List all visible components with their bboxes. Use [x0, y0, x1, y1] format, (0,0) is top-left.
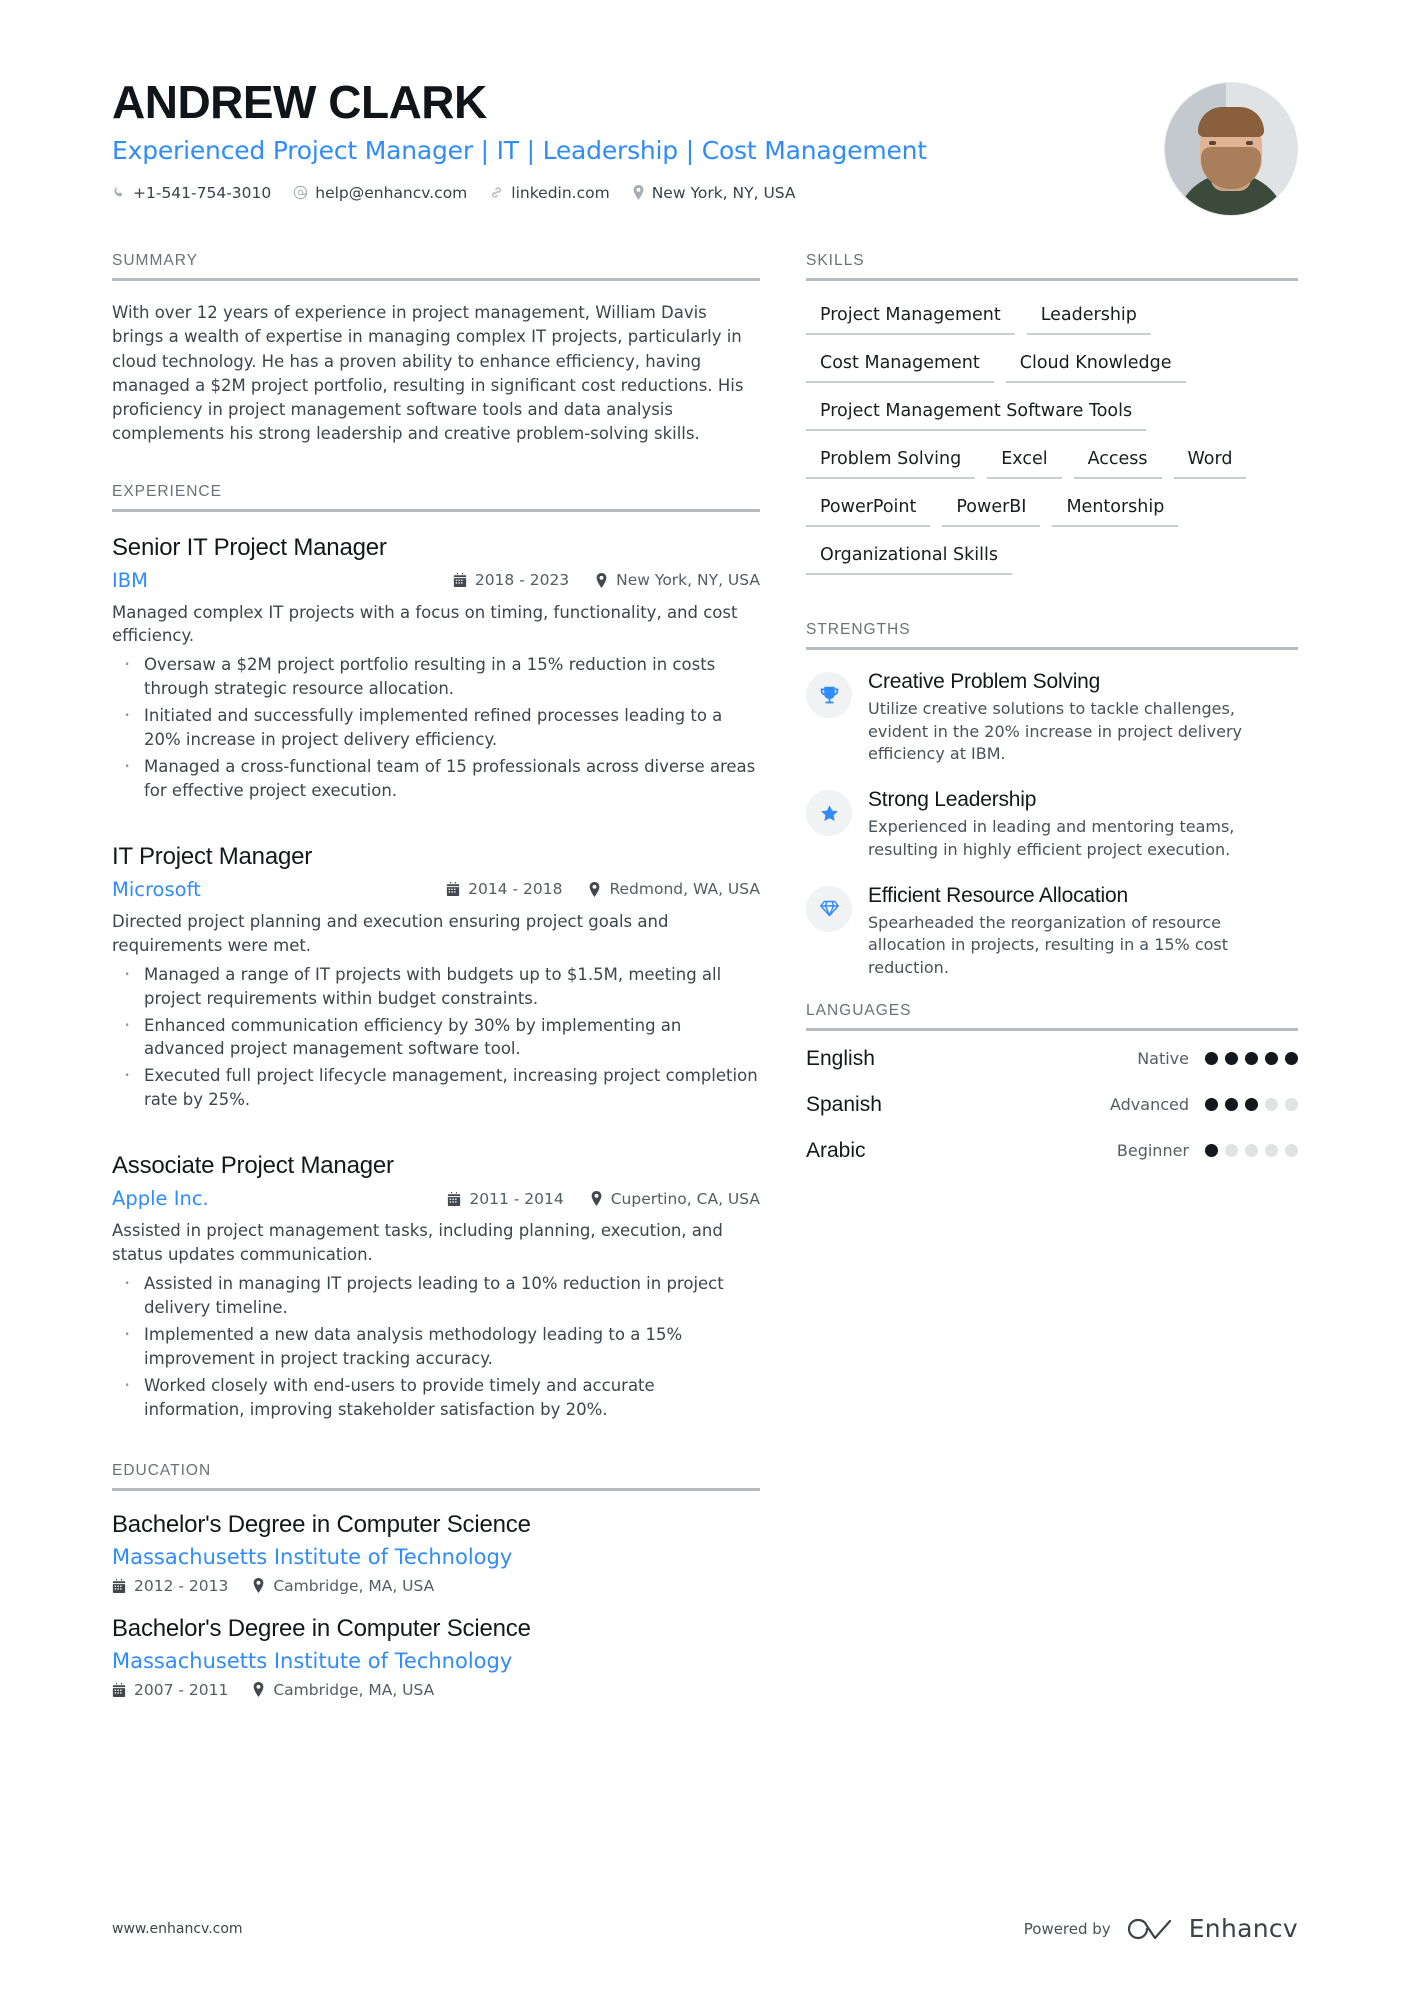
- section-education: [112, 1462, 760, 1699]
- experience-company[interactable]: IBM: [112, 568, 148, 592]
- experience-bullets: [112, 963, 760, 1113]
- trophy-icon: [819, 685, 840, 706]
- education-meta-row: [112, 1681, 760, 1699]
- strengths-heading: STRENGTHS: [806, 621, 911, 638]
- powered-by-label: Powered by: [1023, 1919, 1111, 1938]
- education-entry: [112, 1615, 760, 1699]
- language-right: [1110, 1095, 1298, 1114]
- language-dot: [1265, 1052, 1278, 1065]
- strength-title: Efficient Resource Allocation: [868, 883, 1128, 907]
- section-divider: [112, 278, 760, 281]
- experience-bullet: · Managed a cross-functional team of 15 professionals across diverse areas for effective project execution.: [112, 755, 760, 803]
- footer-url[interactable]: www.enhancv.com: [112, 1920, 243, 1937]
- experience-description: Assisted in project management tasks, including planning, execution, and status updates communication.: [112, 1221, 723, 1265]
- spacer: [112, 803, 760, 821]
- language-level: Advanced: [1109, 1095, 1189, 1115]
- strengths-list: [806, 670, 1298, 980]
- language-dot: [1285, 1052, 1298, 1065]
- contact-row: [112, 184, 1138, 202]
- strength-item: [806, 884, 1298, 980]
- language-level: Beginner: [1116, 1141, 1189, 1161]
- section-strengths: [806, 621, 1298, 980]
- language-dots: [1205, 1098, 1298, 1111]
- strength-title: Strong Leadership: [868, 788, 1037, 812]
- education-degree: Bachelor's Degree in Computer Science: [112, 1614, 531, 1642]
- skill-chip[interactable]: Mentorship: [1052, 491, 1178, 527]
- skill-chip[interactable]: Access: [1074, 443, 1162, 479]
- calendar-icon: [453, 573, 467, 587]
- experience-entry: [112, 534, 760, 803]
- skills-heading: SKILLS: [806, 252, 865, 269]
- contact-item-label: +1-541-754-3010: [133, 183, 272, 202]
- education-degree: Bachelor's Degree in Computer Science: [112, 1510, 531, 1538]
- language-right: [1117, 1141, 1298, 1160]
- experience-meta-right: [446, 880, 760, 898]
- section-experience: [112, 483, 760, 1422]
- star-icon: [819, 803, 840, 824]
- skill-chip[interactable]: Problem Solving: [806, 443, 975, 479]
- page-footer: [112, 1914, 1298, 1943]
- summary-heading: SUMMARY: [112, 252, 198, 269]
- skill-chip[interactable]: Leadership: [1027, 299, 1151, 335]
- header-text-block: [112, 78, 1138, 202]
- email-icon: [293, 185, 308, 200]
- experience-meta-row: [112, 569, 760, 592]
- experience-bullet: · Executed full project lifecycle management, increasing project completion rate by 25%.: [112, 1064, 760, 1112]
- avatar-eye-left: [1209, 141, 1216, 145]
- section-divider: [806, 278, 1298, 281]
- strength-body: [868, 884, 1298, 980]
- contact-item-3[interactable]: [489, 184, 609, 202]
- experience-location: [588, 880, 760, 898]
- language-dot: [1205, 1052, 1218, 1065]
- experience-dates-label: 2014 - 2018: [468, 880, 563, 899]
- strength-description: Spearheaded the reorganization of resource allocation in projects, resulting in a 15% cost reduction.: [868, 912, 1229, 978]
- experience-dates: [446, 880, 562, 898]
- experience-role: Associate Project Manager: [112, 1152, 394, 1180]
- skill-chip[interactable]: Organizational Skills: [806, 539, 1012, 575]
- contact-item-4[interactable]: [632, 184, 796, 202]
- avatar-hair: [1198, 107, 1264, 137]
- summary-text: With over 12 years of experience in project management, William Davis brings a wealth of expertise in managing complex IT projects, particularly in cloud technology. He has a proven ability to enhance efficiency, having managed a $2M project portfolio, resulting in significant cost reductions. His proficiency in project management software tools and data analysis complements his strong leadership and creative problem-solving skills.: [112, 303, 744, 444]
- language-dot: [1205, 1098, 1218, 1111]
- experience-location-label: Redmond, WA, USA: [609, 880, 760, 899]
- skills-list: [806, 299, 1298, 587]
- strength-body: [868, 788, 1298, 861]
- experience-description: Directed project planning and execution ensuring project goals and requirements were met.: [112, 911, 669, 955]
- education-location-label: Cambridge, MA, USA: [273, 1576, 435, 1595]
- experience-company[interactable]: Microsoft: [112, 877, 201, 901]
- language-level: Native: [1137, 1049, 1189, 1069]
- experience-bullets: [112, 1272, 760, 1422]
- education-list: [112, 1511, 760, 1699]
- calendar-icon: [112, 1683, 126, 1697]
- education-heading: EDUCATION: [112, 1461, 212, 1479]
- contact-item-label: New York, NY, USA: [651, 183, 796, 202]
- education-entry: [112, 1511, 760, 1595]
- contact-item-label: help@enhancv.com: [315, 183, 468, 202]
- calendar-icon: [112, 1579, 126, 1593]
- experience-location-label: New York, NY, USA: [616, 571, 760, 589]
- link-icon: [489, 185, 504, 200]
- language-name: English: [806, 1046, 875, 1070]
- experience-description: Managed complex IT projects with a focus on timing, functionality, and cost efficiency.: [112, 602, 738, 646]
- enhancv-logo-icon: [1127, 1915, 1179, 1943]
- language-name: Spanish: [806, 1092, 882, 1116]
- skill-chip[interactable]: Cost Management: [806, 347, 994, 383]
- skill-chip[interactable]: Project Management: [806, 299, 1015, 335]
- strength-icon-circle: [806, 886, 852, 932]
- left-column: [112, 252, 760, 1699]
- education-dates-label: 2007 - 2011: [134, 1680, 229, 1699]
- experience-location: [590, 1190, 760, 1208]
- experience-entry: [112, 843, 760, 1112]
- section-divider: [806, 647, 1298, 650]
- spacer: [112, 1112, 760, 1130]
- strength-item: [806, 788, 1298, 861]
- language-dot: [1245, 1144, 1258, 1157]
- skill-chip[interactable]: Word: [1174, 443, 1247, 479]
- experience-heading: EXPERIENCE: [112, 482, 222, 500]
- language-dot: [1285, 1144, 1298, 1157]
- diamond-icon: [819, 898, 840, 919]
- resume-columns: [112, 252, 1298, 1699]
- language-dot: [1285, 1098, 1298, 1111]
- education-location-label: Cambridge, MA, USA: [273, 1680, 435, 1699]
- section-divider: [112, 1488, 760, 1491]
- location-icon: [588, 882, 601, 897]
- experience-dates-label: 2018 - 2023: [474, 571, 570, 589]
- location-icon: [632, 185, 645, 200]
- contact-item-label: linkedin.com: [511, 183, 610, 202]
- experience-dates-label: 2011 - 2014: [469, 1189, 564, 1208]
- skill-chip[interactable]: Cloud Knowledge: [1006, 347, 1186, 383]
- experience-bullet: · Worked closely with end-users to provide timely and accurate information, improving stakeholder satisfaction by 20%.: [112, 1374, 760, 1422]
- language-dot: [1245, 1052, 1258, 1065]
- experience-bullets: [112, 653, 760, 803]
- strength-title: Creative Problem Solving: [868, 670, 1101, 693]
- education-location: [252, 1577, 434, 1595]
- experience-role: Senior IT Project Manager: [112, 533, 387, 561]
- experience-bullet: · Enhanced communication efficiency by 30% by implementing an advanced project management software tool.: [112, 1014, 760, 1062]
- experience-bullet: · Initiated and successfully implemented refined processes leading to a 20% increase in project delivery efficiency.: [112, 704, 760, 752]
- strength-body: [868, 670, 1298, 766]
- language-dot: [1205, 1144, 1218, 1157]
- section-divider: [112, 509, 760, 512]
- language-dot: [1265, 1098, 1278, 1111]
- strength-icon-circle: [806, 672, 852, 718]
- language-right: [1137, 1049, 1298, 1068]
- experience-meta-right: [447, 1190, 760, 1208]
- language-row: [806, 1047, 1298, 1071]
- language-dot: [1245, 1098, 1258, 1111]
- language-dot: [1225, 1052, 1238, 1065]
- skill-chip[interactable]: Excel: [987, 443, 1061, 479]
- education-location: [252, 1681, 434, 1699]
- education-meta-row: [112, 1577, 760, 1595]
- avatar: [1164, 82, 1298, 216]
- section-summary: [112, 252, 760, 447]
- contact-item-1[interactable]: [112, 184, 271, 202]
- experience-dates: [447, 1190, 563, 1208]
- experience-bullet: · Assisted in managing IT projects leading to a 10% reduction in project delivery timeline.: [112, 1272, 760, 1320]
- section-divider: [806, 1028, 1298, 1031]
- location-icon: [252, 1682, 265, 1697]
- education-dates: [112, 1681, 228, 1699]
- resume-header: [112, 0, 1298, 216]
- location-icon: [595, 573, 608, 588]
- education-school[interactable]: Massachusetts Institute of Technology: [112, 1648, 513, 1673]
- experience-role: IT Project Manager: [112, 842, 313, 870]
- language-dots: [1205, 1144, 1298, 1157]
- calendar-icon: [447, 1192, 461, 1206]
- brand-name: Enhancv: [1188, 1914, 1298, 1943]
- experience-bullet: · Implemented a new data analysis methodology leading to a 15% improvement in project tracking accuracy.: [112, 1323, 760, 1371]
- page-title: ANDREW CLARK: [112, 76, 487, 128]
- language-dot: [1225, 1098, 1238, 1111]
- right-column: [806, 252, 1298, 1185]
- experience-company[interactable]: Apple Inc.: [112, 1187, 209, 1211]
- experience-location-label: Cupertino, CA, USA: [610, 1189, 760, 1208]
- experience-location: [595, 571, 760, 589]
- experience-bullet: · Oversaw a $2M project portfolio resulting in a 15% reduction in costs through strategic resource allocation.: [112, 653, 760, 701]
- footer-brand-block: [1024, 1914, 1298, 1943]
- education-dates: [112, 1577, 228, 1595]
- strength-icon-circle: [806, 790, 852, 836]
- strength-item: [806, 670, 1298, 766]
- calendar-icon: [446, 882, 460, 896]
- experience-meta-right: [453, 571, 760, 589]
- experience-dates: [453, 571, 569, 589]
- contact-item-2[interactable]: [293, 184, 467, 202]
- experience-entry: [112, 1152, 760, 1421]
- phone-icon: [112, 186, 126, 200]
- languages-heading: LANGUAGES: [806, 1001, 912, 1019]
- professional-headline: Experienced Project Manager | IT | Leadership | Cost Management: [112, 135, 927, 165]
- language-dot: [1225, 1144, 1238, 1157]
- avatar-container: [1164, 78, 1298, 216]
- languages-list: [806, 1047, 1298, 1163]
- language-name: Arabic: [806, 1138, 866, 1162]
- skill-chip[interactable]: Project Management Software Tools: [806, 395, 1146, 431]
- education-dates-label: 2012 - 2013: [134, 1576, 229, 1595]
- experience-meta-row: [112, 1187, 760, 1210]
- avatar-eye-right: [1246, 141, 1253, 145]
- experience-meta-row: [112, 878, 760, 901]
- strength-description: Utilize creative solutions to tackle challenges, evident in the 20% increase in project delivery efficiency at IBM.: [868, 699, 1242, 764]
- experience-list: [112, 534, 760, 1422]
- section-skills: [806, 252, 1298, 587]
- skill-chip[interactable]: PowerPoint: [806, 491, 930, 527]
- education-school[interactable]: Massachusetts Institute of Technology: [112, 1544, 513, 1569]
- language-dot: [1265, 1144, 1278, 1157]
- location-icon: [252, 1578, 265, 1593]
- language-row: [806, 1139, 1298, 1163]
- experience-bullet: · Managed a range of IT projects with budgets up to $1.5M, meeting all project requirements within budget constraints.: [112, 963, 760, 1011]
- location-icon: [590, 1191, 603, 1206]
- language-row: [806, 1093, 1298, 1117]
- skill-chip[interactable]: PowerBI: [942, 491, 1040, 527]
- language-dots: [1205, 1052, 1298, 1065]
- strength-description: Experienced in leading and mentoring teams, resulting in highly efficient project execution.: [868, 817, 1235, 859]
- section-languages: [806, 1002, 1298, 1163]
